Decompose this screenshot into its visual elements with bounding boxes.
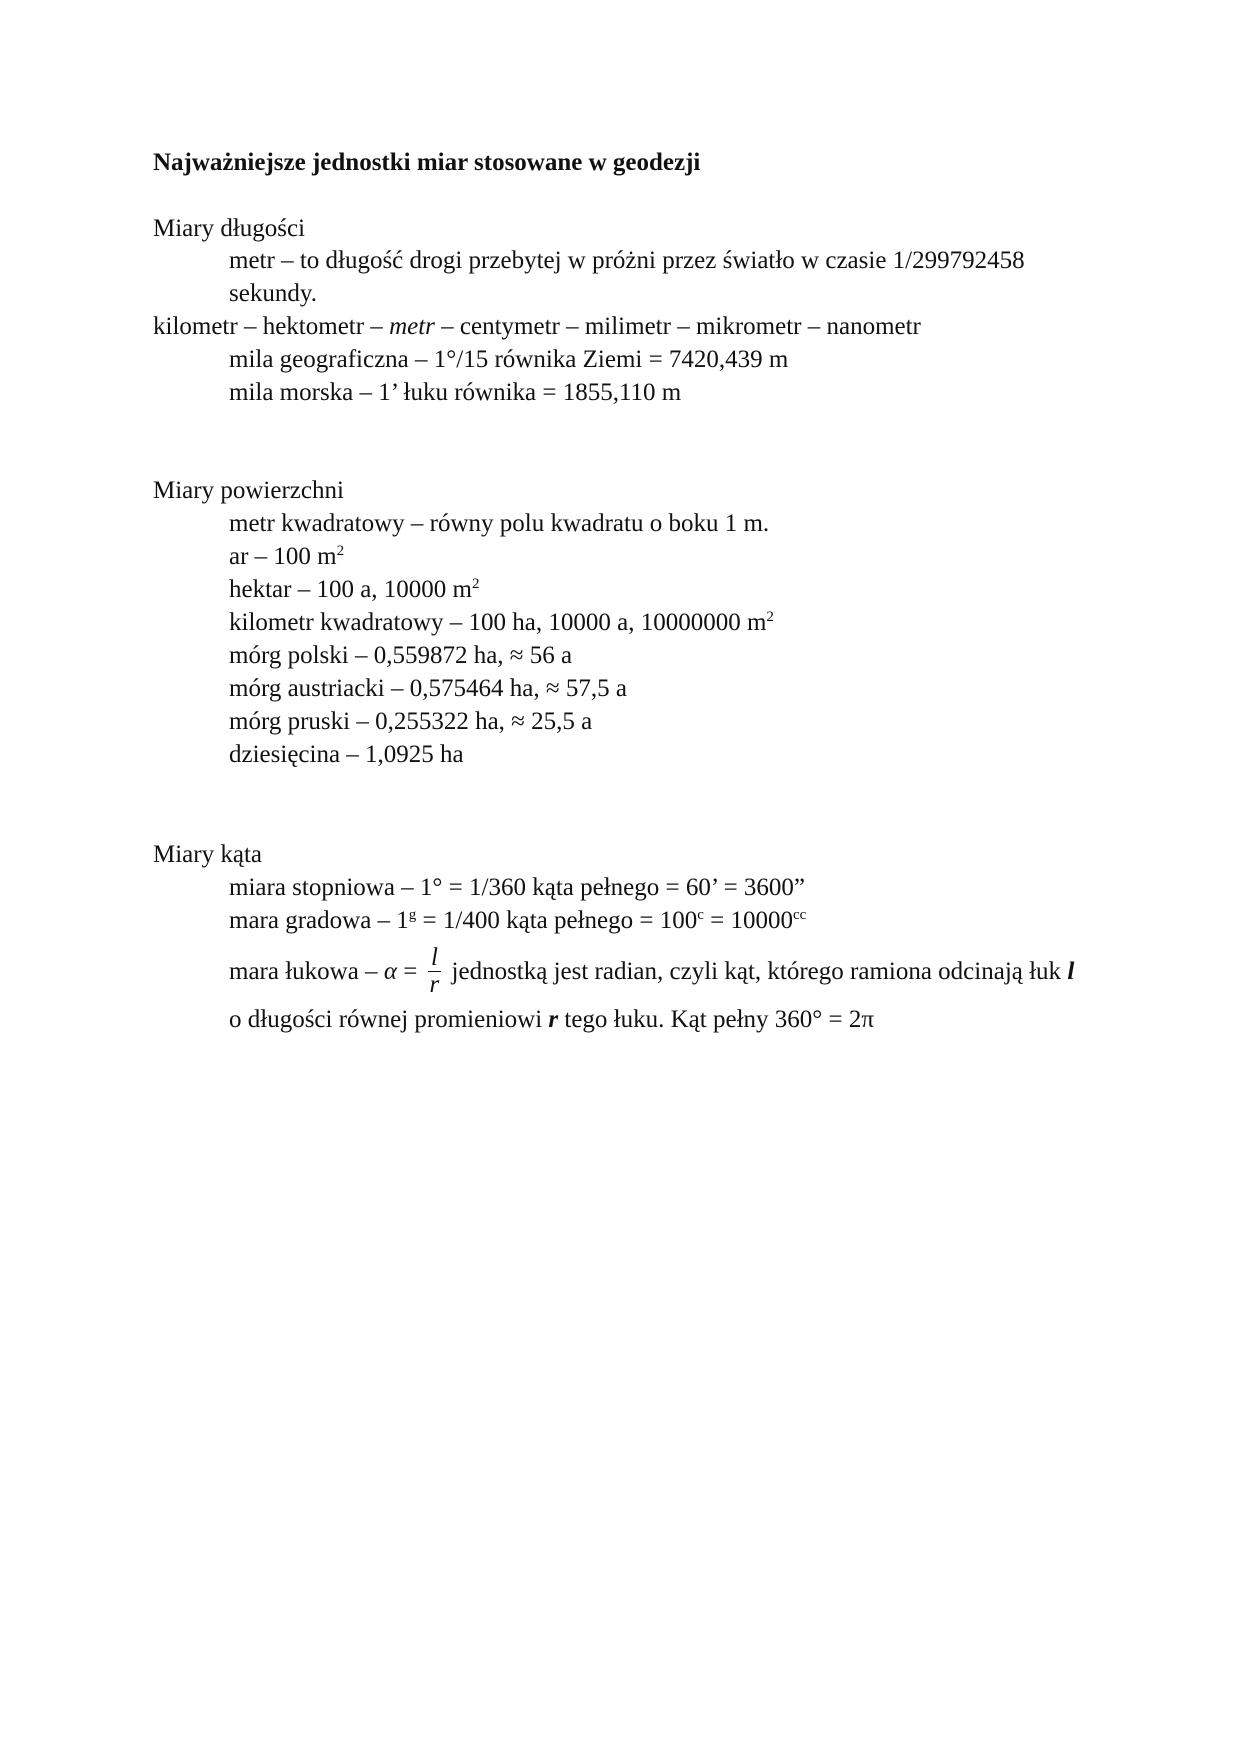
km-kw-superscript: 2 (766, 609, 774, 625)
hektar-text: hektar – 100 a, 10000 m (229, 576, 473, 603)
morg-pruski: mórg pruski – 0,255322 ha, ≈ 25,5 a (229, 708, 593, 735)
section-heading-area: Miary powierzchni (153, 477, 344, 504)
dziesiecina: dziesięcina – 1,0925 ha (229, 741, 464, 768)
gradowa-sup-cc: cc (793, 907, 807, 923)
lukowa-symbol-l: l (1067, 958, 1075, 985)
metr-definition-line-2: sekundy. (229, 280, 317, 307)
metr-definition-line-1: metr – to długość drogi przebytej w próżni przez światło w czasie 1/299792458 (229, 247, 1025, 274)
equals-sign: = (396, 958, 424, 985)
length-chain-metr: metr (389, 313, 435, 340)
lukowa-symbol-r: r (548, 1006, 559, 1033)
lukowa-text-2: jednostką jest radian, czyli kąt, którego ramiona odcinają łuk (445, 958, 1068, 985)
document-title: Najważniejsze jednostki miar stosowane w geodezji (153, 149, 701, 176)
length-chain-start: kilometr – hektometr – (153, 313, 390, 340)
gradowa-text-2: = 1/400 kąta pełnego = 100 (416, 907, 698, 934)
metr-kwadratowy: metr kwadratowy – równy polu kwadratu o boku 1 m. (229, 510, 770, 537)
miara-stopniowa: miara stopniowa – 1° = 1/360 kąta pełnego = 60’ = 3600” (229, 874, 806, 901)
length-unit-chain (153, 312, 921, 342)
km-kw-text: kilometr kwadratowy – 100 ha, 10000 a, 10000000 m (229, 609, 767, 636)
length-chain-end: – centymetr – milimetr – mikrometr – nanometr (434, 313, 921, 340)
morg-austriacki: mórg austriacki – 0,575464 ha, ≈ 57,5 a (229, 675, 627, 702)
fraction-denominator: r (429, 970, 440, 998)
miara-gradowa (229, 906, 806, 936)
miara-lukowa (229, 942, 1074, 1002)
gradowa-sup-c: c (697, 907, 704, 923)
section-heading-length: Miary długości (153, 215, 306, 242)
morg-polski: mórg polski – 0,559872 ha, ≈ 56 a (229, 642, 573, 669)
alpha-symbol: α (383, 958, 397, 985)
fraction-l-over-r (428, 945, 442, 998)
gradowa-text-3: = 10000 (703, 907, 793, 934)
lukowa-text-3: o długości równej promieniowi (229, 1006, 549, 1033)
hektar-superscript: 2 (472, 576, 480, 592)
mila-geograficzna: mila geograficzna – 1°/15 równika Ziemi = 7420,439 m (229, 346, 789, 373)
gradowa-sup-g: g (408, 907, 417, 923)
miara-lukowa-continued (229, 1005, 874, 1035)
lukowa-text-1: mara łukowa – (229, 958, 384, 985)
mila-morska: mila morska – 1’ łuku równika = 1855,110 m (229, 379, 682, 406)
kilometr-kwadratowy-line (229, 608, 774, 638)
ar-superscript: 2 (336, 543, 345, 559)
section-heading-angle: Miary kąta (153, 841, 262, 868)
fraction-numerator: l (430, 943, 438, 971)
lukowa-text-4: tego łuku. Kąt pełny 360° = 2π (558, 1006, 874, 1033)
gradowa-text-1: mara gradowa – 1 (229, 907, 409, 934)
hektar-line (229, 575, 480, 605)
ar-text: ar – 100 m (229, 543, 337, 570)
ar-line (229, 542, 344, 572)
